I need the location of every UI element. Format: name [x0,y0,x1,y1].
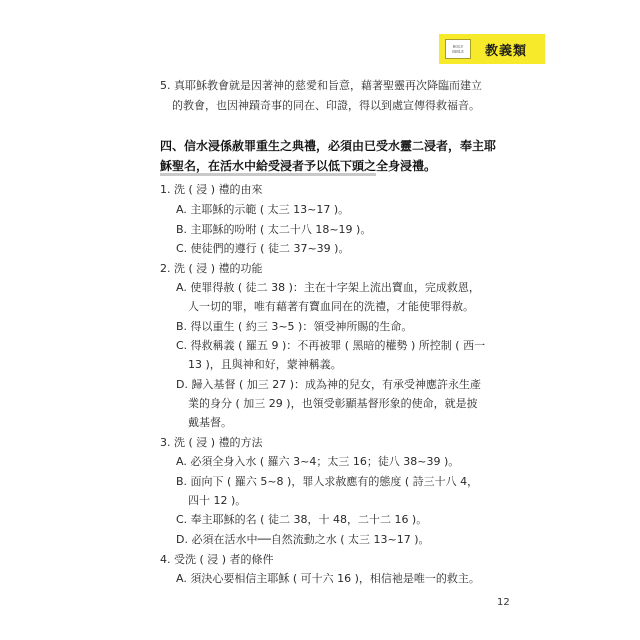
category-tab [439,34,545,64]
list-item: B. 主耶穌的吩咐 ( 太二十八 18~19 )。 [176,223,372,236]
item-5-line-1: 5. 真耶穌教會就是因著神的慈愛和旨意，藉著聖靈再次降臨而建立 [160,79,482,92]
list-item: 3. 洗 ( 浸 ) 禮的方法 [160,436,263,449]
list-item: 1. 洗 ( 浸 ) 禮的由來 [160,183,263,196]
list-item: D. 必須在活水中──自然流動之水 ( 太三 13~17 )。 [176,533,430,546]
bible-book-icon [445,39,471,59]
section-4-title-line-2: 穌聖名，在活水中給受浸者予以低下頭之全身浸禮。 [160,159,437,173]
heading-underline [160,173,376,176]
item-5-line-2: 的教會，也因神蹟奇事的同在、印證，得以到處宣傳得救福音。 [172,99,480,112]
list-item: 戴基督。 [188,416,232,429]
list-item: B. 面向下 ( 羅六 5~8 )，罪人求赦應有的態度 ( 詩三十八 4， [176,475,479,488]
list-item: 4. 受洗 ( 浸 ) 者的條件 [160,553,274,566]
list-item: B. 得以重生 ( 約三 3~5 )：領受神所賜的生命。 [176,320,413,333]
list-item: C. 使徒們的遵行 ( 徒二 37~39 )。 [176,242,350,255]
list-item: D. 歸入基督 ( 加三 27 )：成為神的兒女，有承受神應許永生產 [176,378,482,391]
list-item: A. 須決心要相信主耶穌 ( 可十六 16 )，相信祂是唯一的救主。 [176,572,480,585]
list-item: 2. 洗 ( 浸 ) 禮的功能 [160,262,263,275]
book-text-line2: BIBLE [452,49,464,54]
category-label: 教義類 [485,43,528,59]
list-item: A. 使罪得赦 ( 徒二 38 )：主在十字架上流出寶血，完成救恩， [176,281,480,294]
book-text-line1: HOLY [452,44,464,49]
list-item: C. 得救稱義 ( 羅五 9 )：不再被罪 ( 黑暗的權勢 ) 所控制 ( 西一 [176,339,486,352]
list-item: A. 主耶穌的示範 ( 太三 13~17 )。 [176,203,350,216]
list-item: 人一切的罪，唯有藉著有寶血同在的洗禮，才能使罪得赦。 [188,300,474,313]
list-item: 四十 12 )。 [188,494,247,507]
page-number: 12 [497,597,510,608]
list-item: A. 必須全身入水 ( 羅六 3~4；太三 16；徒八 38~39 )。 [176,455,460,468]
section-4-title-line-1: 四、信水浸係赦罪重生之典禮，必須由已受水靈二浸者，奉主耶 [160,139,497,153]
list-item: 業的身分 ( 加三 29 )，也領受彰顯基督形象的使命，就是披 [188,397,478,410]
list-item: C. 奉主耶穌的名 ( 徒二 38，十 48，二十二 16 )。 [176,513,428,526]
list-item: 13 )，且與神和好，蒙神稱義。 [188,358,342,371]
